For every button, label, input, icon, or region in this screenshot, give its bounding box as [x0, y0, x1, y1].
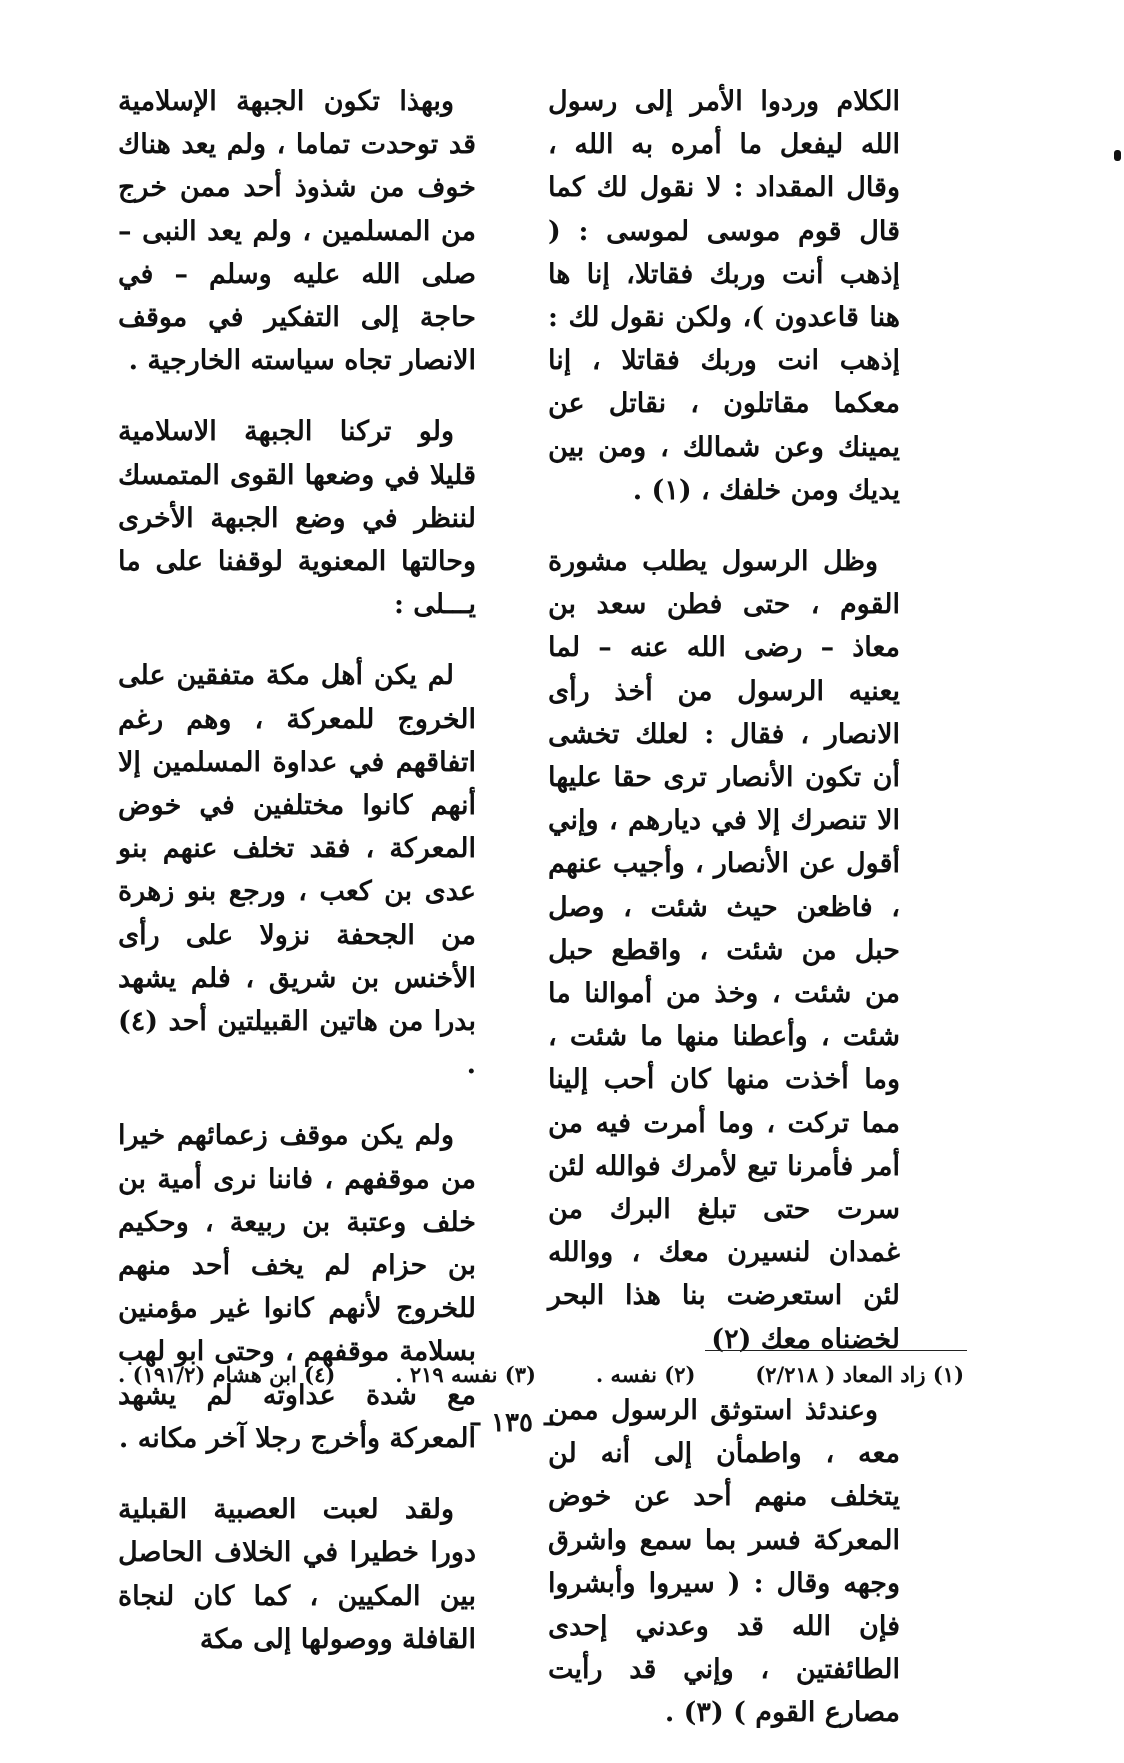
- left-text-column: [118, 80, 476, 1689]
- paragraph: وعندئذ استوثق الرسول ممن معه ، واطمأن إلى أنه لن يتخلف منهم أحد عن خوض المعركة فسر بما سمع واشرق وجهه وقال : ( سيروا وأبشروا فإن الله قد وعدني إحدى الطائفتين ، وإني قد رأيت مصارع القوم ) (٣) .: [548, 1394, 900, 1729]
- footnote: (٢) نفسه .: [595, 1362, 696, 1387]
- paragraph: الكلام وردوا الأمر إلى رسول الله ليفعل ما أمره به الله ، وقال المقداد : لا نقول لك كما قال قوم موسى لموسى : ( إذهب أنت وربك فقاتلا، إنا ها هنا قاعدون )، ولكن نقول لك : إذهب انت وربك فقاتلا ، إنا معكما مقاتلون ، نقاتل عن يمينك وعن شمالك ، ومن بين يديك ومن خلفك ، (١) .: [548, 86, 900, 506]
- footnote: (٤) ابن هشام (١٩١/٢) .: [118, 1362, 336, 1387]
- paragraph: ولو تركنا الجبهة الاسلامية قليلا في وضعها القوى المتمسك لننظر في وضع الجبهة الأخرى وحالتها المعنوية لوقفنا على ما يـــلى :: [118, 416, 476, 621]
- paragraph: ولقد لعبت العصبية القبلية دورا خطيرا في الخلاف الحاصل بين المكيين ، كما كان لنجاة القافلة ووصولها إلى مكة: [118, 1494, 476, 1655]
- paragraph: ولم يكن موقف زعمائهم خيرا من موقفهم ، فاننا نرى أمية بن خلف وعتبة بن ربيعة ، وحكيم بن حزام لم يخف أحد منهم للخروج لأنهم كانوا غير مؤمنين بسلامة موقفهم ، وحتى ابو لهب مع شدة عداوته لم يشهد المعركة وأخرج رجلا آخر مكانه .: [118, 1120, 476, 1454]
- right-text-column: [548, 80, 900, 1763]
- footnote: (١) زاد المعاد ( ٢/٢١٨): [755, 1362, 964, 1387]
- paragraph: لم يكن أهل مكة متفقين على الخروج للمعركة ، وهم رغم اتفاقهم في عداوة المسلمين إلا أنهم كانوا مختلفين في خوض المعركة ، فقد تخلف عنهم بنو عدى بن كعب ، ورجع بنو زهرة من الجحفة نزولا على رأى الأخنس بن شريق ، فلم يشهد بدرا من هاتين القبيلتين أحد (٤) .: [118, 660, 476, 1081]
- margin-mark: [1114, 150, 1121, 161]
- paragraph: وظل الرسول يطلب مشورة القوم ، حتى فطن سعد بن معاذ – رضى الله عنه – لما يعنيه الرسول من أخذ رأى الانصار ، فقال : لعلك تخشى أن تكون الأنصار ترى حقا عليها الا تنصرك إلا في ديارهم ، وإني أقول عن الأنصار ، وأجيب عنهم ، فاظعن حيث شئت ، وصل حبل من شئت ، واقطع حبل من شئت ، وخذ من أموالنا ما شئت ، وأعطنا منها ما شئت ، وما أخذت منها كان أحب إلينا مما تركت ، وما أمرت فيه من أمر فأمرنا تبع لأمرك فوالله لئن سرت حتى تبلغ البرك من غمدان لنسيرن معك ، ووالله لئن استعرضت بنا هذا البحر لخضناه معك (٢): [548, 546, 900, 1355]
- page-number: – ١٣٥ –: [468, 1408, 556, 1438]
- paragraph: وبهذا تكون الجبهة الإسلامية قد توحدت تماما ، ولم يعد هناك خوف من شذوذ أحد ممن خرج من المسلمين ، ولم يعد النبى – صلى الله عليه وسلم – في حاجة إلى التفكير في موقف الانصار تجاه سياسته الخارجية .: [118, 86, 476, 377]
- footnotes: [118, 1362, 964, 1388]
- footnote-separator: [705, 1350, 967, 1351]
- footnote: (٣) نفسه ٢١٩ .: [395, 1362, 536, 1387]
